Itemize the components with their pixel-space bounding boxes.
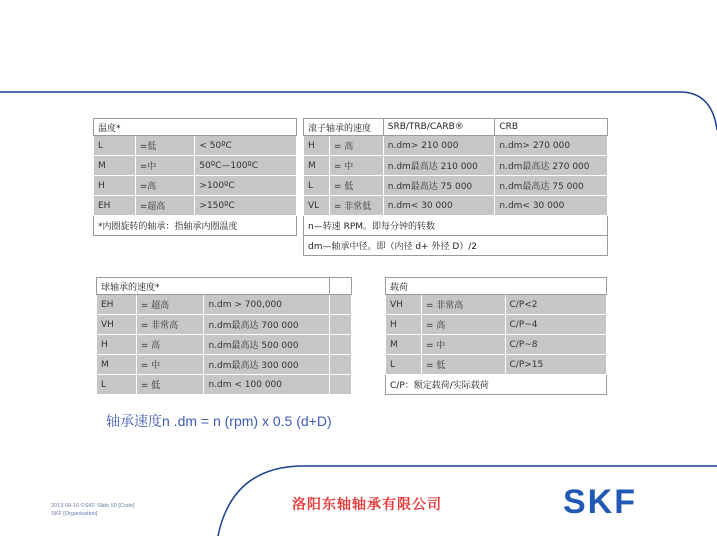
cell: >100ºC <box>195 176 297 196</box>
ball-speed-header: 球轴承的速度* <box>97 278 330 295</box>
cell: n.dm最高达 210 000 <box>383 156 495 176</box>
cell: = 中 <box>329 156 383 176</box>
cell: >150ºC <box>195 196 297 216</box>
cell <box>330 355 352 375</box>
dm-note: dm—轴承中径。即（内径 d+ 外径 D）/2 <box>304 236 608 256</box>
table-row <box>97 355 352 375</box>
table-row <box>386 355 607 375</box>
bearing-speed-formula: 轴承速度n .dm = n (rpm) x 0.5 (d+D) <box>106 413 332 429</box>
table-row <box>94 136 297 156</box>
cell: n.dm最高达 270 000 <box>495 156 608 176</box>
cell: VH <box>97 315 137 335</box>
temperature-header: 温度* <box>94 119 297 136</box>
cell: n.dm> 210 000 <box>383 136 495 156</box>
crb-column-header: CRB <box>495 119 608 136</box>
cell: = 高 <box>329 136 383 156</box>
table-row <box>97 375 352 395</box>
table-row <box>386 295 607 315</box>
cell: = 低 <box>329 176 383 196</box>
cell: =中 <box>135 156 195 176</box>
cell: EH <box>97 295 137 315</box>
cell <box>330 335 352 355</box>
cell: n.dm< 30 000 <box>495 196 608 216</box>
table-row <box>94 156 297 176</box>
footer-line-2: SKF [Organisation] <box>51 511 98 517</box>
footer-meta <box>51 502 135 518</box>
cell: = 低 <box>421 355 505 375</box>
cell: M <box>97 355 137 375</box>
cell: = 非常高 <box>136 315 204 335</box>
cell: H <box>97 335 137 355</box>
cell: n.dm最高达 75 000 <box>495 176 608 196</box>
cell: =低 <box>135 136 195 156</box>
cell: = 高 <box>421 315 505 335</box>
cell: =超高 <box>135 196 195 216</box>
cell: n.dm最高达 300 000 <box>204 355 330 375</box>
table-row <box>94 176 297 196</box>
cell <box>330 315 352 335</box>
cell: L <box>94 136 136 156</box>
cell: n.dm最高达 700 000 <box>204 315 330 335</box>
cell: =高 <box>135 176 195 196</box>
load-table <box>385 277 607 395</box>
table-row <box>97 295 352 315</box>
footer-line-1: 2013-09-16 ©SKF Slide 50 [Code] <box>51 503 135 509</box>
cell <box>330 375 352 395</box>
cell: = 中 <box>421 335 505 355</box>
table-row <box>304 196 608 216</box>
skf-logo: SKF <box>563 483 637 521</box>
cell: H <box>94 176 136 196</box>
roller-speed-header: 滚子轴承的速度 <box>304 119 384 136</box>
srb-column-header: SRB/TRB/CARB® <box>383 119 495 136</box>
cell: C/P~4 <box>505 315 606 335</box>
cell: n.dm< 30 000 <box>383 196 495 216</box>
cell: = 中 <box>136 355 204 375</box>
ball-speed-table <box>96 277 352 395</box>
table-row <box>386 335 607 355</box>
cell: C/P<2 <box>505 295 606 315</box>
cell: n.dm > 700,000 <box>204 295 330 315</box>
table-row <box>97 315 352 335</box>
table-row <box>304 156 608 176</box>
load-header: 载荷 <box>386 278 607 295</box>
cell: n.dm最高达 75 000 <box>383 176 495 196</box>
cell <box>330 295 352 315</box>
temperature-note: *内圈旋转的轴承：指轴承内圈温度 <box>94 216 297 236</box>
cell: = 低 <box>136 375 204 395</box>
cell: H <box>386 315 422 335</box>
cell: VL <box>304 196 330 216</box>
table-row <box>386 315 607 335</box>
cell: H <box>304 136 330 156</box>
cell: = 非常高 <box>421 295 505 315</box>
table-row <box>97 335 352 355</box>
cell: = 非常低 <box>329 196 383 216</box>
cell: n.dm> 270 000 <box>495 136 608 156</box>
load-note: C/P：额定载荷/实际载荷 <box>386 375 607 395</box>
temperature-table <box>93 118 297 236</box>
company-name: 洛阳东轴轴承有限公司 <box>292 497 442 513</box>
cell: EH <box>94 196 136 216</box>
table-row <box>304 136 608 156</box>
cell: = 高 <box>136 335 204 355</box>
rpm-note: n—转速 RPM。即每分钟的转数 <box>304 216 608 236</box>
table-row <box>304 176 608 196</box>
cell: L <box>97 375 137 395</box>
cell: n.dm < 100 000 <box>204 375 330 395</box>
table-row <box>94 196 297 216</box>
cell: 50ºC—100ºC <box>195 156 297 176</box>
cell: = 超高 <box>136 295 204 315</box>
roller-speed-table <box>303 118 608 256</box>
cell: n.dm最高达 500 000 <box>204 335 330 355</box>
cell: L <box>304 176 330 196</box>
cell: C/P~8 <box>505 335 606 355</box>
cell: M <box>94 156 136 176</box>
cell: M <box>304 156 330 176</box>
cell: L <box>386 355 422 375</box>
cell: VH <box>386 295 422 315</box>
cell: M <box>386 335 422 355</box>
cell: C/P>15 <box>505 355 606 375</box>
cell: < 50ºC <box>195 136 297 156</box>
